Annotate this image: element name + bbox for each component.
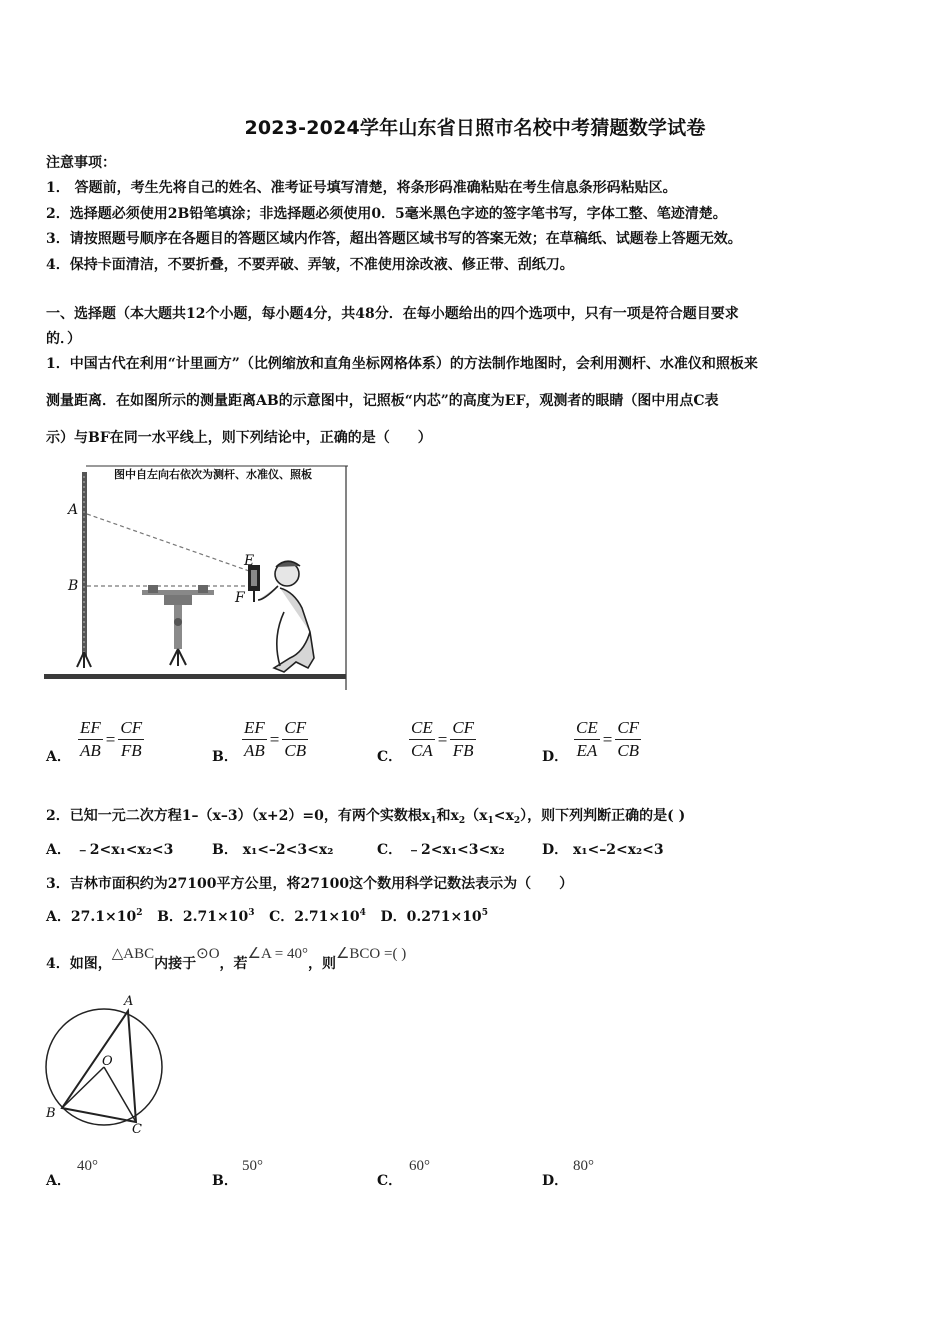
notice-heading: 注意事项： xyxy=(46,155,116,171)
q4-option-a-letter: A． xyxy=(46,1173,71,1189)
q2-option-c: C． ﹣2<x₁<3<x₂ xyxy=(377,842,505,858)
q4-option-d-letter: D． xyxy=(542,1173,569,1189)
sight-line-a xyxy=(87,514,255,572)
q4-option-a-value: 40° xyxy=(77,1158,98,1174)
q2-option-b: B． x₁<–2<3<x₂ xyxy=(212,842,334,858)
measuring-pole xyxy=(82,472,87,656)
q4-text: 4．如图，△ABC内接于⊙O，若∠A = 40°，则∠BCO =( ) xyxy=(46,946,407,972)
notice-item: 2．选择题必须使用2B铅笔填涂；非选择题必须使用0．5毫米黑色字迹的签字笔书写，字体工整、笔迹清楚。 xyxy=(46,206,727,222)
q2-option-d: D． x₁<–2<x₂<3 xyxy=(542,842,664,858)
q1-option-b-letter: B． xyxy=(212,749,238,765)
q3-option-a: A．$27.1\times 10^2$ xyxy=(46,908,143,925)
q3-option-b: B．$2.71\times 10^3$ xyxy=(157,908,255,925)
label-f: F xyxy=(235,590,245,606)
q1-option-a: $\frac{EF}{AB}$ = $\frac{CF}{FB}$ xyxy=(80,718,143,760)
notice-item: 1． 答题前，考生先将自己的姓名、准考证号填写清楚，将条形码准确粘贴在考生信息条形码粘贴区。 xyxy=(46,180,677,196)
q3-option-c: C．$2.71\times 10^4$ xyxy=(269,908,366,925)
q3-text: 3．吉林市面积约为27100平方公里，将27100这个数用科学记数法表示为（ ） xyxy=(46,876,574,892)
label-b: B xyxy=(68,578,79,594)
label-a: A xyxy=(124,994,134,1009)
q2-option-a: A． ﹣2<x₁<x₂<3 xyxy=(46,842,174,858)
figure-caption: 图中自左向右依次为测杆、水准仪、照板 xyxy=(114,468,312,481)
q1-option-d-letter: D． xyxy=(542,749,569,765)
q1-text: 示）与BF在同一水平线上，则下列结论中，正确的是（ ） xyxy=(46,430,432,446)
q1-option-c: $\frac{CE}{CA}$ = $\frac{CF}{FB}$ xyxy=(411,718,475,760)
segment-oc xyxy=(104,1067,136,1122)
label-o: O xyxy=(102,1054,113,1069)
q1-option-c-letter: C． xyxy=(377,749,403,765)
ground xyxy=(44,674,346,679)
triangle-abc xyxy=(62,1011,136,1122)
notice-item: 4．保持卡面清洁，不要折叠，不要弄破、弄皱，不准使用涂改液、修正带、刮纸刀。 xyxy=(46,257,574,273)
q4-option-b-value: 50° xyxy=(242,1158,263,1174)
q1-option-b: $\frac{EF}{AB}$ = $\frac{CF}{CB}$ xyxy=(244,718,307,760)
label-a: A xyxy=(68,502,79,518)
label-e: E xyxy=(244,553,255,569)
level-instrument xyxy=(142,585,214,666)
label-b: B xyxy=(46,1106,56,1121)
sighting-board xyxy=(248,565,260,602)
q1-option-a-letter: A． xyxy=(46,749,71,765)
observer-figure xyxy=(258,561,314,672)
q3-options xyxy=(46,906,488,926)
segment-ob xyxy=(62,1067,104,1108)
q4-option-b-letter: B． xyxy=(212,1173,238,1189)
q4-figure xyxy=(40,990,180,1140)
section-heading-cont: 的．） xyxy=(46,331,81,347)
section-heading: 一、选择题（本大题共12个小题，每小题4分，共48分．在每小题给出的四个选项中，只有一项是符合题目要求 xyxy=(46,306,739,322)
label-c: C xyxy=(132,1122,142,1137)
q1-text: 测量距离．在如图所示的测量距离AB的示意图中，记照板“内芯”的高度为EF，观测者的眼睛（图中用点C表 xyxy=(46,393,719,409)
q4-option-c-letter: C． xyxy=(377,1173,403,1189)
q1-figure xyxy=(44,462,350,692)
q4-option-c-value: 60° xyxy=(409,1158,430,1174)
q1-text: 1．中国古代在利用“计里画方”（比例缩放和直角坐标网格体系）的方法制作地图时，会利用测杆、水准仪和照板来 xyxy=(46,356,758,372)
q2-text: 2．已知一元二次方程1–（x–3）（x+2）=0，有两个实数根$x_1$和$x_2(x_1<x_2)$，则下列判断正确的是( ) xyxy=(46,808,686,826)
q1-option-d: $\frac{CE}{EA}$ = $\frac{CF}{CB}$ xyxy=(576,718,640,760)
page-title: 2023-2024学年山东省日照市名校中考猜题数学试卷 xyxy=(244,117,706,139)
q4-option-d-value: 80° xyxy=(573,1158,594,1174)
notice-item: 3．请按照题号顺序在各题目的答题区域内作答，超出答题区域书写的答案无效；在草稿纸、试题卷上答题无效。 xyxy=(46,231,742,247)
q3-option-d: D．$0.271\times 10^5$ xyxy=(380,908,488,925)
